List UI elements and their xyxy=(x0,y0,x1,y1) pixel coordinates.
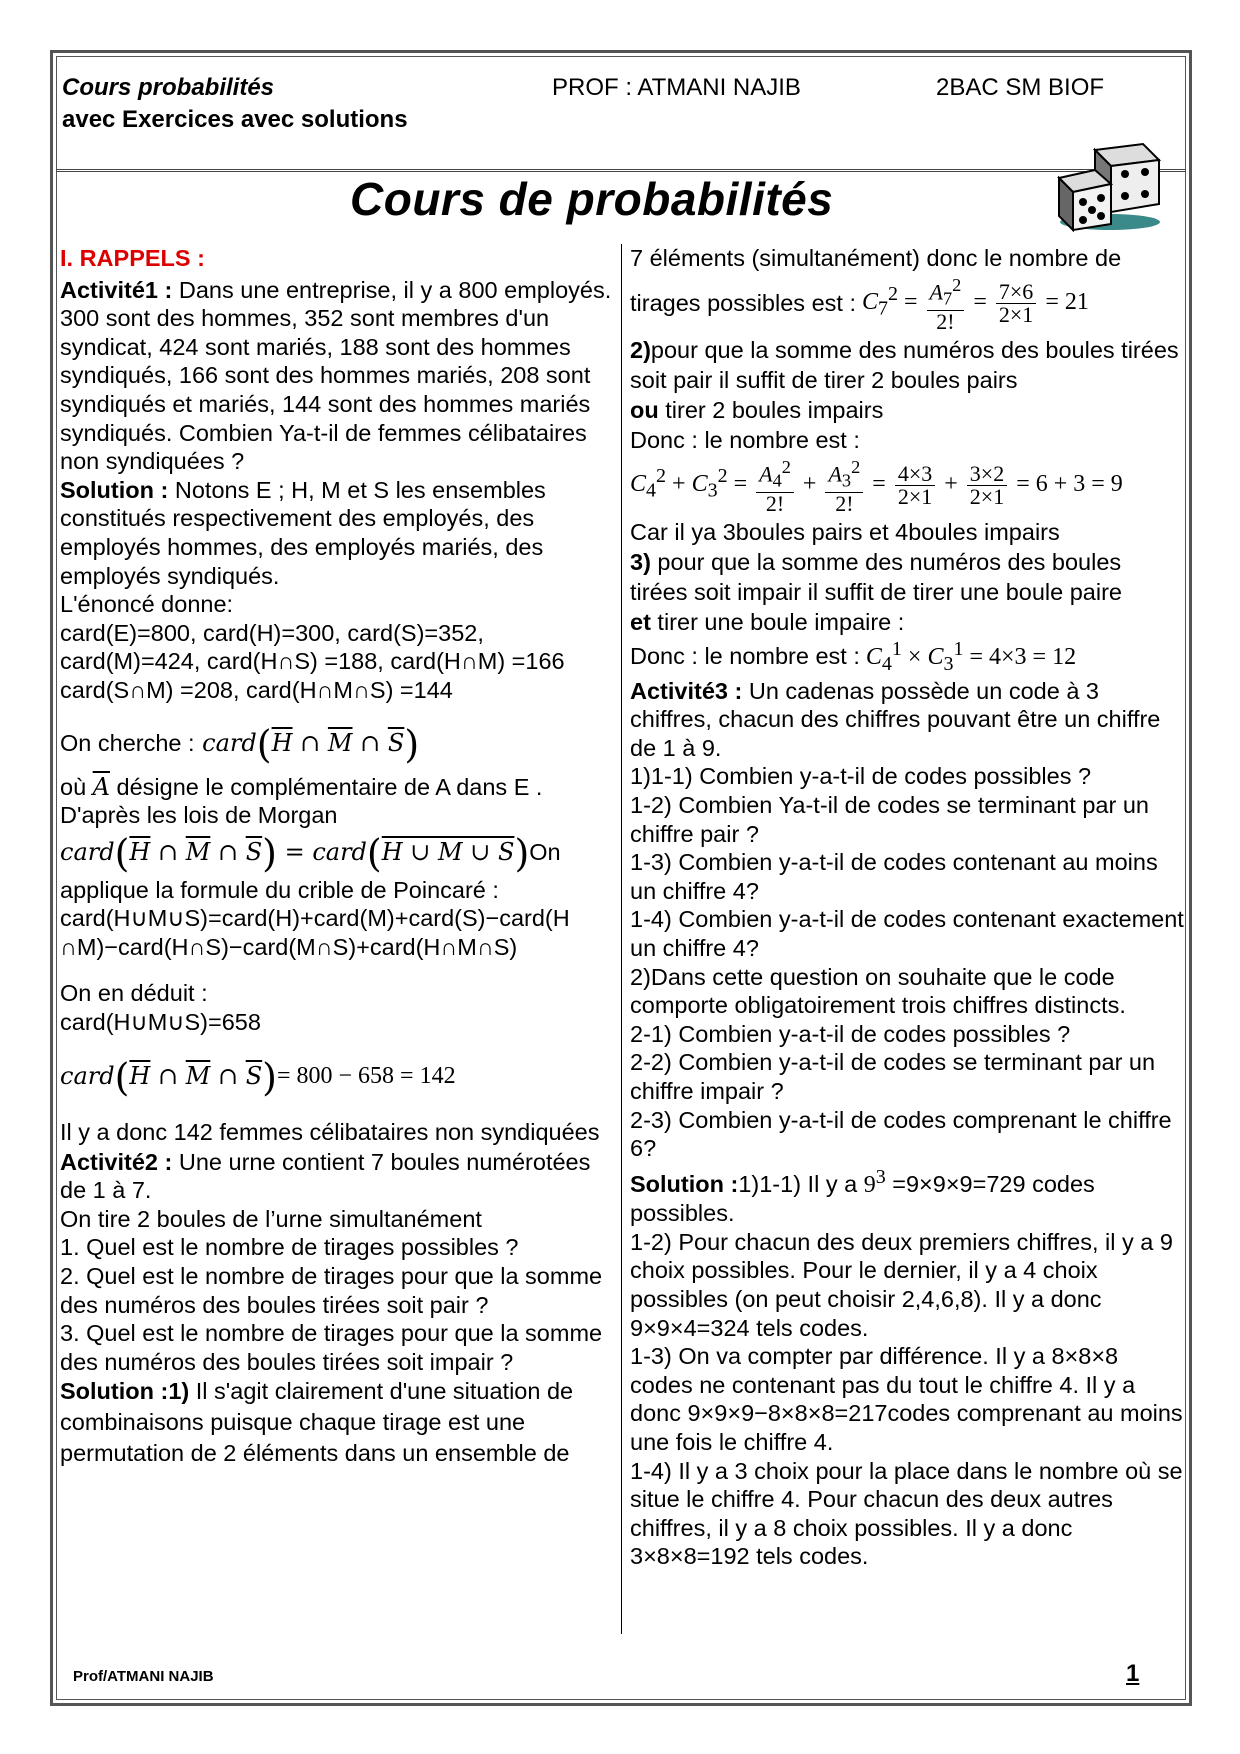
section-heading: I. RAPPELS : xyxy=(60,245,205,271)
conclusion: Il y a donc 142 femmes célibataires non syndiquées xyxy=(60,1118,600,1145)
morgan: D'après les lois de Morgan xyxy=(60,802,338,829)
morgan-formula-row xyxy=(60,830,615,876)
sol-1-2: 1-2) Pour chacun des deux premiers chiffres, il y a 9 choix possibles. Pour le dernier, il y a 4 choix possibles (on peut choisir 2,4,6,8). Il y a donc 9×9×4=324 tels codes. xyxy=(630,1228,1173,1341)
morgan-formula: $card(\overline{H}$ ∩ $\overline{M}$ ∩ $\overline{S}$) = card(H ∪ M ∪ S) xyxy=(60,831,530,876)
question-2: 2. Quel est le nombre de tirages pour que la somme des numéros des boules tirées soit pair ? xyxy=(60,1263,603,1318)
question-1: 1. Quel est le nombre de tirages possibles ? xyxy=(60,1234,519,1261)
ou-line-right xyxy=(630,395,1185,425)
solution1-text: Notons E ; H, M et S les ensembles constitués respectivement des employés, des employés hommes, des employés mariés, des employés syndiqués. xyxy=(60,476,546,589)
data-line-1: card(E)=800, card(H)=300, card(S)=352, xyxy=(60,619,484,646)
ou-label: ou xyxy=(630,396,659,423)
part3-text: pour que la somme des numéros des boules tirées soit impair il suffit de tirer une boule paire xyxy=(630,548,1122,605)
complement-a: $\overline{A}$ xyxy=(92,772,111,801)
deduit: On en déduit : xyxy=(60,980,208,1007)
q-1-2: 1-2) Combien Ya-t-il de codes se terminant par un chiffre pair ? xyxy=(630,791,1149,847)
crible: applique la formule du crible de Poincaré : xyxy=(60,876,499,903)
tirages: tirages possibles est : xyxy=(630,290,856,317)
q-2: 2)Dans cette question on souhaite que le code comporte obligatoirement trois chiffres distincts. xyxy=(630,963,1126,1019)
course-subtitle: avec Exercices avec solutions xyxy=(62,106,408,133)
solution1-label: Solution : xyxy=(60,476,169,503)
activity2-label: Activité2 : xyxy=(60,1148,173,1175)
formula-line-1: card(H∪M∪S)=card(H)+card(M)+card(S)−card(H xyxy=(60,905,570,932)
right-column xyxy=(630,244,1185,1571)
et-line xyxy=(630,607,1185,637)
activity3-label: Activité3 : xyxy=(630,677,743,704)
header-left xyxy=(62,72,408,136)
sum-formula-row xyxy=(630,455,1185,517)
final-eq-row xyxy=(60,1047,615,1107)
question-3: 3. Quel est le nombre de tirages pour que la somme des numéros des boules tirées soit impair ? xyxy=(60,1320,603,1375)
solution3 xyxy=(630,1163,1185,1228)
data-line-3: card(S∩M) =208, card(H∩M∩S) =144 xyxy=(60,676,453,703)
on-cherche: On cherche : xyxy=(60,730,195,757)
column-divider xyxy=(621,244,622,1634)
final-formula: $card(\overline{H}$ ∩ $\overline{M}$ ∩ $\overline{S}$) xyxy=(60,1055,277,1100)
tirages-row xyxy=(630,273,1185,335)
solution2-text: Il s'agit clairement d'une situation de combinaisons puisque chaque tirage est une permutation de 2 éléments dans un ensemble de xyxy=(60,1378,574,1467)
part2 xyxy=(630,335,1185,395)
donc-1: Donc : le nombre est : xyxy=(630,426,860,453)
activity2-text: Une urne contient 7 boules numérotées de 1 à 7. xyxy=(60,1148,591,1204)
sum-formula: $C_4^2 + C_3^2$ = $\frac{A_4^2}{2!}$ + $\frac{A_3^2}{2!}$ = $\frac{4\times 3}{2\times 1}$ + $\frac{3\times 2}{2\times 1}$ = 6 + 3 = 9 xyxy=(630,457,1123,516)
solution2-label: Solution :1) xyxy=(60,1378,190,1405)
card-complement-formula: $card(\overline{H}$ ∩ $\overline{M}$ ∩ $\overline{S}$) xyxy=(194,722,420,767)
header-prof: PROF : ATMANI NAJIB xyxy=(552,74,801,101)
activity1-text: Dans une entreprise, il y a 800 employés. 300 sont des hommes, 352 sont membres d'un syndicat, 424 sont mariés, 188 sont des hommes syndiqués, 166 sont des hommes mariés, 208 sont syndiqués et mariés, 144 sont des hommes mariés syndiqués. Combien Ya-t-il de femmes célibataires non syndiquées ? xyxy=(60,276,612,475)
product-formula: $C_4^1 \times C_3^1 = 4\times 3 = 12$ xyxy=(865,637,1077,675)
q-2-2: 2-2) Combien y-a-t-il de codes se terminant par un chiffre impair ? xyxy=(630,1049,1156,1104)
part3 xyxy=(630,547,1185,607)
q-2-3: 2-3) Combien y-a-t-il de codes comprenant le chiffre 6? xyxy=(630,1106,1172,1162)
activity3 xyxy=(630,677,1185,763)
sol-1-3: 1-3) On va compter par différence. Il y a 8×8×8 codes ne contenant pas du tout le chiffre 4. Il y a donc 9×9×9−8×8×8=217codes comprenant au moins une fois le chiffre 4. xyxy=(630,1343,1183,1456)
donc-2: Donc : le nombre est : xyxy=(630,643,860,670)
donc2-row xyxy=(630,637,1185,677)
q-1-4: 1-4) Combien y-a-t-il de codes contenant exactement un chiffre 4? xyxy=(630,906,1184,961)
continuation: 7 éléments (simultanément) donc le nombre de xyxy=(630,245,1122,271)
activity2 xyxy=(60,1148,615,1205)
page-number: 1 xyxy=(1126,1660,1140,1687)
activity3-text: Un cadenas possède un code à 3 chiffres, chacun des chiffres pouvant être un chiffre de 1 à 9. xyxy=(630,677,1161,761)
q-1-3: 1-3) Combien y-a-t-il de codes contenant au moins un chiffre 4? xyxy=(630,849,1158,904)
ou-prefix: où xyxy=(60,773,87,800)
nine-cubed: $9^3$ xyxy=(863,1165,886,1198)
tirages-formula: $C_7^2$ = $\frac{A_7^2}{2!}$ = $\frac{7\times 6}{2\times 1}$ = 21 xyxy=(861,275,1089,334)
activity1-label: Activité1 : xyxy=(60,276,173,303)
ou-line xyxy=(60,773,615,802)
dice-icon xyxy=(1055,140,1165,232)
solution3-b: =9×9×9=729 codes possibles. xyxy=(630,1170,1095,1227)
solution3-label: Solution : xyxy=(630,1170,739,1197)
header-class: 2BAC SM BIOF xyxy=(936,74,1105,101)
activity1 xyxy=(60,276,615,476)
part2-text: pour que la somme des numéros des boules tirées soit pair il suffit de tirer 2 boules pairs xyxy=(630,336,1179,393)
ou-text: désigne le complémentaire de A dans E . xyxy=(110,773,543,800)
page-title: Cours de probabilités xyxy=(350,173,834,225)
solution3-a: 1)1-1) Il y a xyxy=(738,1170,858,1197)
et-label: et xyxy=(630,608,651,635)
et-text: tirer une boule impaire : xyxy=(650,608,905,635)
formula-line-2: ∩M)−card(H∩S)−card(M∩S)+card(H∩M∩S) xyxy=(60,933,518,960)
q-2-1: 2-1) Combien y-a-t-il de codes possibles ? xyxy=(630,1020,1071,1047)
part2-label: 2) xyxy=(630,336,651,363)
on-suffix: On xyxy=(529,839,561,866)
sol-1-4: 1-4) Il y a 3 choix pour la place dans le nombre où se situe le chiffre 4. Pour chacun des deux autres chiffres, il y a 8 choix possibles. Il y a donc 3×8×8=192 tels codes. xyxy=(630,1457,1183,1570)
on-cherche-row xyxy=(60,719,615,769)
result-658: card(H∪M∪S)=658 xyxy=(60,1009,261,1036)
q-1-1: 1)1-1) Combien y-a-t-il de codes possibles ? xyxy=(630,763,1092,790)
enonce: L'énoncé donne: xyxy=(60,591,234,618)
left-column xyxy=(60,244,615,1469)
car-line: Car il ya 3boules pairs et 4boules impairs xyxy=(630,518,1060,545)
data-line-2: card(M)=424, card(H∩S) =188, card(H∩M) =166 xyxy=(60,648,565,675)
final-eq: = 800 − 658 = 142 xyxy=(276,1063,456,1090)
ou-text-right: tirer 2 boules impairs xyxy=(658,396,884,423)
course-title: Cours probabilités xyxy=(62,74,275,101)
footer-name: Prof/ATMANI NAJIB xyxy=(73,1668,214,1685)
solution2 xyxy=(60,1376,615,1469)
activity2-line2: On tire 2 boules de l’urne simultanément xyxy=(60,1205,482,1232)
part3-label: 3) xyxy=(630,548,651,575)
solution1 xyxy=(60,476,615,590)
